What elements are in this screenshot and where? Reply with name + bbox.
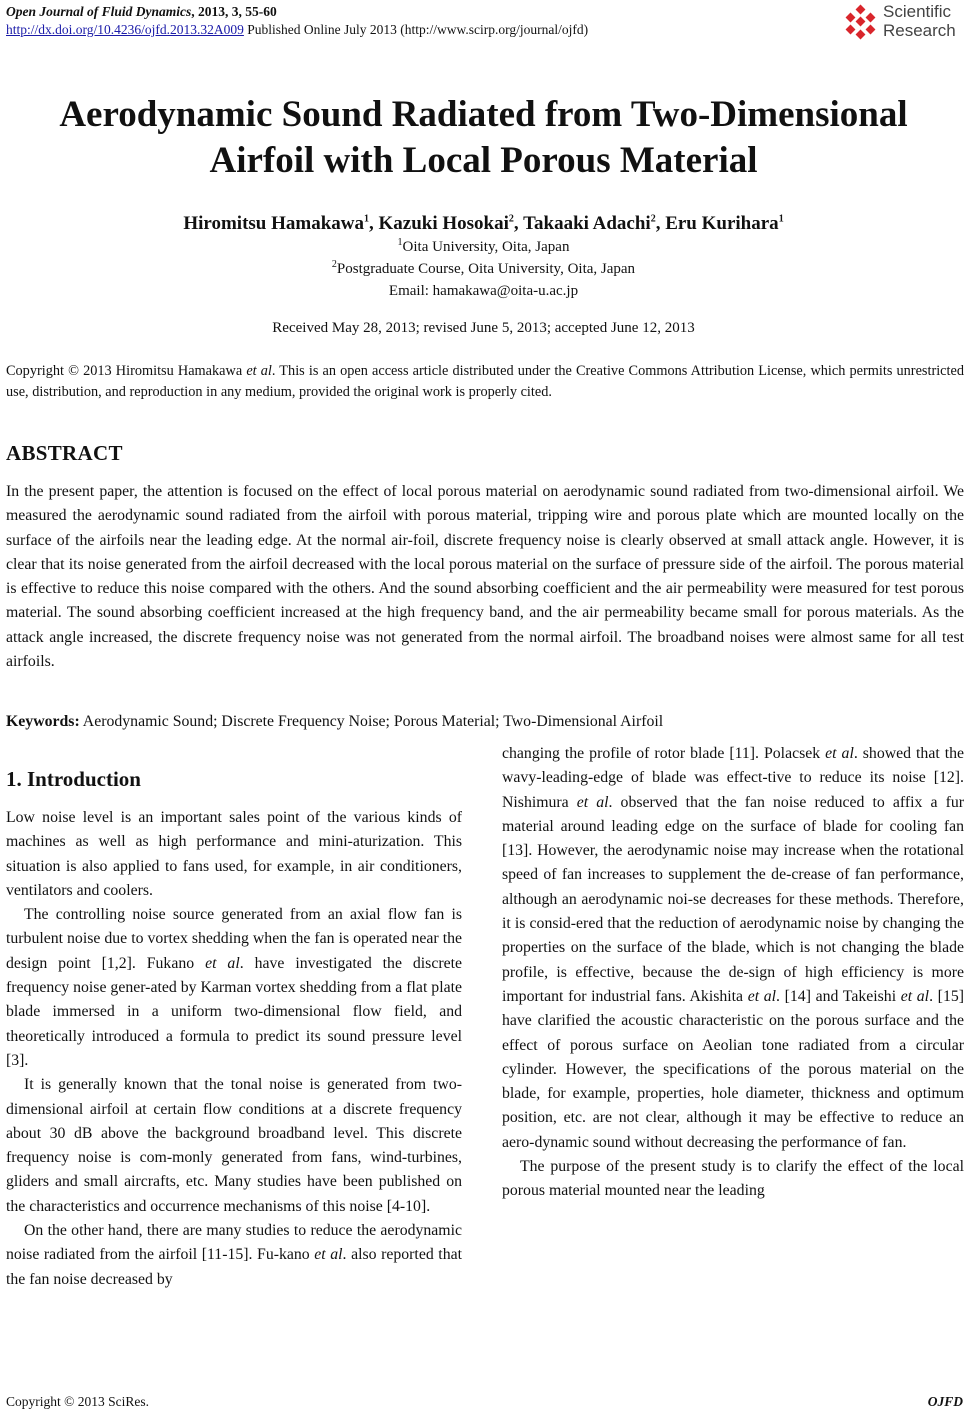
paragraph: The controlling noise source generated from an axial flow fan is turbulent noise due to vortex shedding when the fan is operated near the design point [1,2]. Fukano et al. have investigated the discrete frequency noise gener-ated by Karman vortex shedding from a flat plate blade immersed in a uniform two-dimensional flow field, and theoretically introduced a formula to predict its sound pressure level [3]. xyxy=(6,906,463,1069)
paragraph: On the other hand, there are many studies to reduce the aerodynamic noise radiated from the airfoil [11-15]. Fu-kano et al. also reported that the fan noise decreased by xyxy=(6,1222,462,1288)
paragraph: The purpose of the present study is to clarify the effect of the local porous material mounted near the leading xyxy=(502,1158,964,1200)
publisher-logo xyxy=(843,4,963,44)
author: Takaaki Adachi xyxy=(523,213,651,234)
author: Kazuki Hosokai xyxy=(378,213,509,234)
title-line-2: Airfoil with Local Porous Material xyxy=(209,140,758,181)
logo-line1: Scientific xyxy=(883,2,952,21)
published-info: Published Online July 2013 (http://www.scirp.org/journal/ojfd) xyxy=(243,22,589,37)
doi-link[interactable]: http://dx.doi.org/10.4236/ojfd.2013.32A009 xyxy=(6,22,244,37)
keywords-label: Keywords: xyxy=(6,713,80,730)
paragraph: Low noise level is an important sales point of the various kinds of machines as well as high performance and mini-aturization. This situation is also applied to fans used, for example, in air conditioners, ventilators and coolers. xyxy=(6,809,462,899)
paragraph: It is generally known that the tonal noise is generated from two-dimensional airfoil at certain flow conditions at a discrete frequency about 30 dB above the background broadband level. This discrete frequency noise is com-monly generated from fans, wind-turbines, gliders and small aircrafts, etc. Many studies have been published on the characteristics and occurrence mechanisms of this noise [4-10]. xyxy=(6,1076,462,1215)
journal-citation: , 2013, 3, 55-60 xyxy=(191,4,277,19)
affiliation-1: $^1$Oita University, Oita, Japan xyxy=(397,237,570,255)
abstract-heading: ABSTRACT xyxy=(6,441,123,465)
paper-title xyxy=(0,92,967,184)
journal-header xyxy=(6,3,588,39)
author-list: Hiromitsu Hamakawa$^1$, Kazuki Hosokai$^2$, Takaaki Adachi$^2$, Eru Kurihara$^1$ xyxy=(183,213,784,234)
title-line-1: Aerodynamic Sound Radiated from Two-Dimensional xyxy=(59,94,908,135)
affiliation-2: $^2$Postgraduate Course, Oita University, Oita, Japan xyxy=(331,259,636,277)
journal-name: Open Journal of Fluid Dynamics xyxy=(6,4,192,19)
author: Eru Kurihara xyxy=(665,213,779,234)
body-column-left xyxy=(6,806,462,1292)
copyright-notice: Copyright © 2013 Hiromitsu Hamakawa et al. This is an open access article distributed under the Creative Commons Attribution License, which permits unrestricted use, distribution, and reproduction in any medium, provided the original work is properly cited. xyxy=(6,363,964,400)
keywords: Keywords: Aerodynamic Sound; Discrete Frequency Noise; Porous Material; Two-Dimensional Airfoil xyxy=(6,713,664,730)
section-heading-introduction: 1. Introduction xyxy=(6,767,141,791)
footer-copyright: Copyright © 2013 SciRes. xyxy=(6,1394,150,1409)
abstract-text: In the present paper, the attention is focused on the effect of local porous material on aerodynamic sound radiated from two-dimensional airfoil. We measured the aerodynamic sound radiated from the airfoil with porous material, tripping wire and porous plate which are mounted locally on the surface of the airfoils near the leading edge. At the normal air-foil, discrete frequency noise is clearly observed at small attack angle. However, it is clear that its noise generated from the airfoil decreased with the local porous material on the surface of pressure side of the airfoil. The porous material is effective to reduce this noise compared with the others. And the sound absorbing coefficient and the air permeability were measured for test porous material. The sound absorbing coefficient increased at the high frequency band, and the air permeability became small for porous materials. As the attack angle increased, the discrete frequency noise was not generated from the normal airfoil. The broadband noises were almost same for all test airfoils. xyxy=(6,483,964,671)
body-column-right xyxy=(502,742,964,1204)
paragraph: changing the profile of rotor blade [11]. Polacsek et al. showed that the wavy-leading-edge of blade was effect-tive to reduce its noise [12]. Nishimura et al. observed that the fan noise reduced to affix a fur material around leading edge on the surface of blade for cooling fan [13]. However, the aerodynamic noise may increase when the rotational speed of fan increases to supplement the de-crease of fan performance, although an aerodynamic noi-se decreases for these methods. Therefore, it is consid-ered that the reduction of aerodynamic noise by changing the properties on the surface of the blade, which is not changing the blade profile, is effective, because the de-sign of high efficiency is more important for industrial fans. Akishita et al. [14] and Takeishi et al. [15] have clarified the acoustic characteristic on the porous surface and the effect of porous surface on Aeolian tone radiated from a circular cylinder. However, the specifications of the porous material on the blade, for example, properties, hole diameter, thickness and optimum position, etc. are not clear, although it may be effective to reduce an aero-dynamic sound without decreasing the performance of fan. xyxy=(502,745,965,1151)
logo-line2: Research xyxy=(883,21,956,40)
scientific-research-logo-icon xyxy=(843,4,881,42)
author: Hiromitsu Hamakawa xyxy=(183,213,364,234)
author-email: Email: hamakawa@oita-u.ac.jp xyxy=(388,283,579,299)
received-dates: Received May 28, 2013; revised June 5, 2013; accepted June 12, 2013 xyxy=(272,320,695,336)
footer-journal-abbr: OJFD xyxy=(927,1394,963,1409)
